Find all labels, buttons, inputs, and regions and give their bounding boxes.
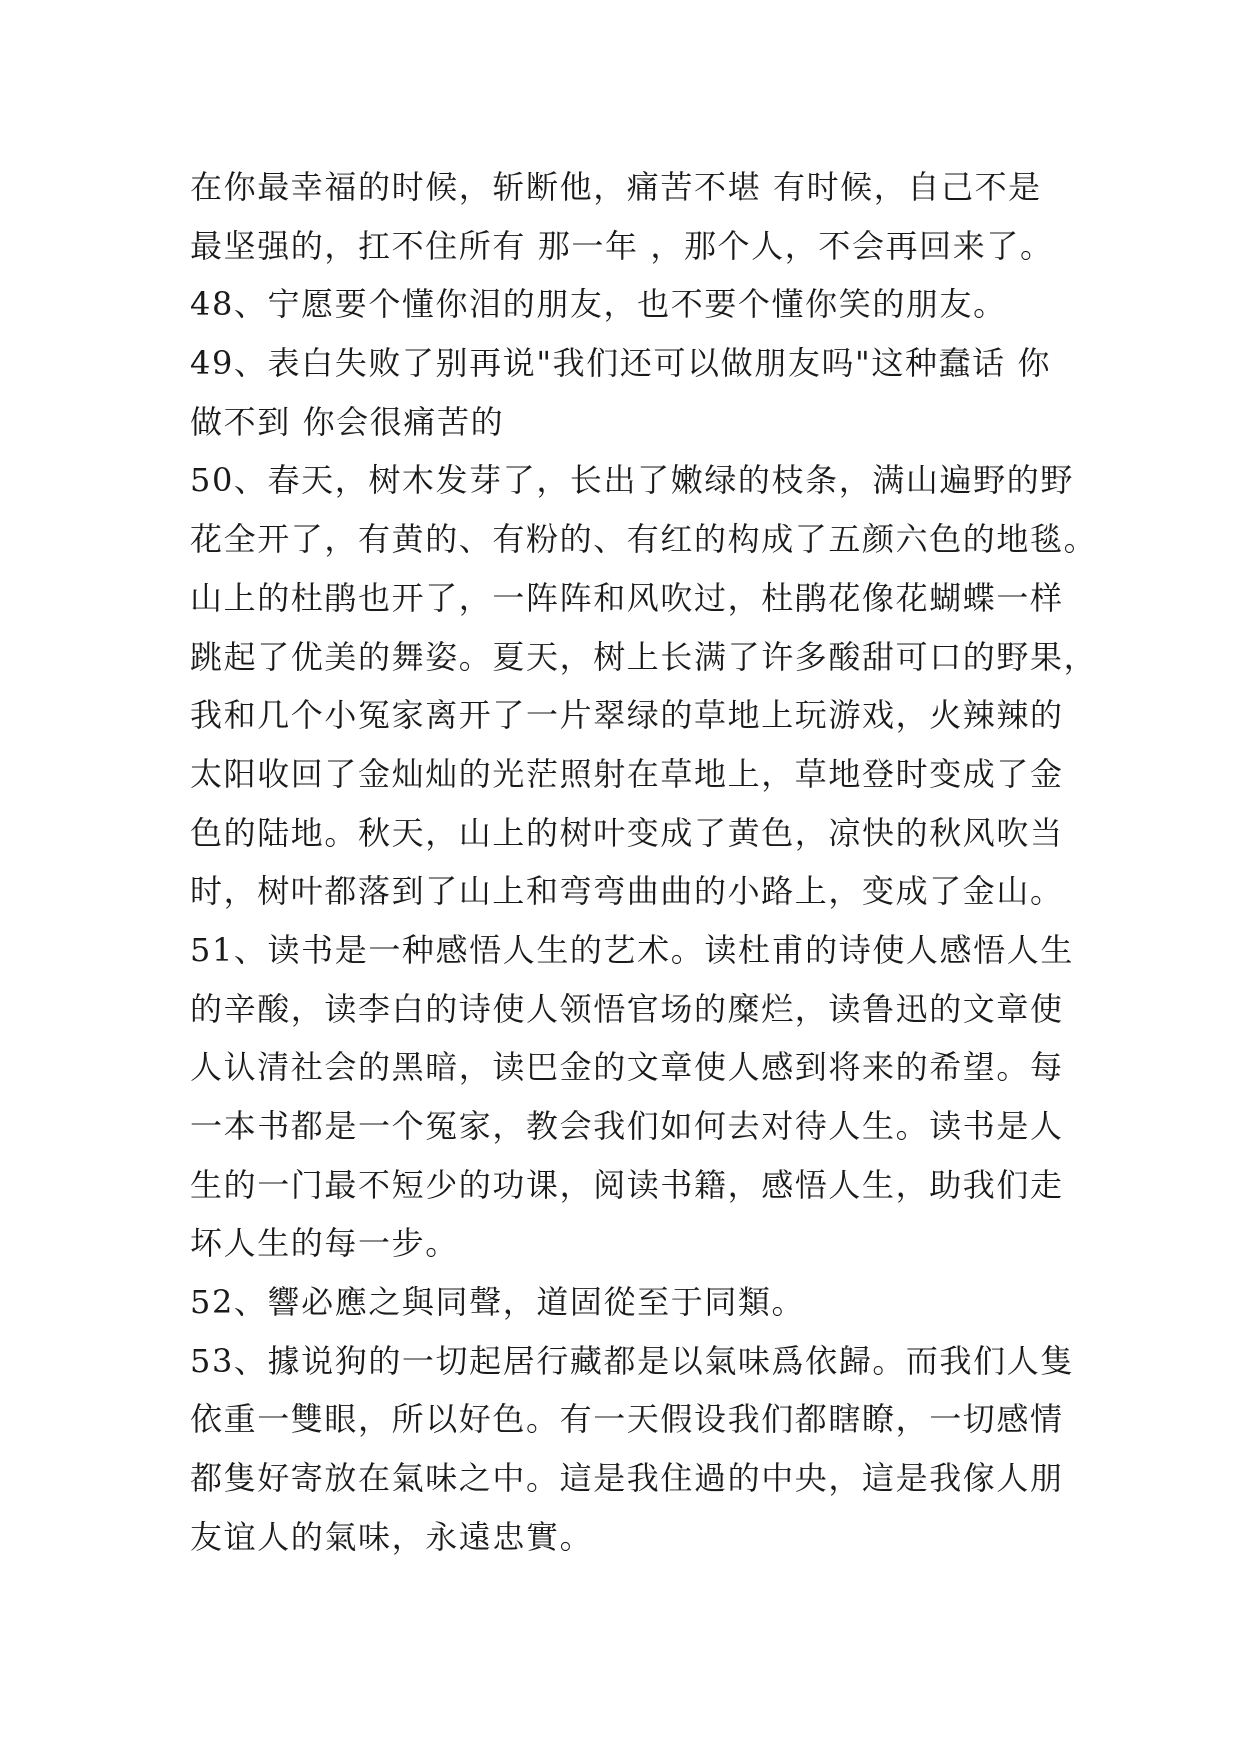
text-line: 53、據说狗的一切起居行藏都是以氣味爲依歸。而我们人隻: [190, 1341, 1074, 1380]
body-text: [190, 158, 1098, 1567]
text-line: 友谊人的氣味，永遠忠實。: [190, 1517, 594, 1556]
text-line: 时，树叶都落到了山上和弯弯曲曲的小路上，变成了金山。: [190, 872, 1064, 911]
text-line: 52、響必應之與同聲，道固從至于同類。: [190, 1283, 806, 1322]
text-line: 最坚强的，扛不住所有 那一年 ，那个人，不会再回来了。: [190, 226, 1054, 265]
text-line: 48、宁愿要个懂你泪的朋友，也不要个懂你笑的朋友。: [190, 285, 1007, 324]
text-line: 山上的杜鹃也开了，一阵阵和风吹过，杜鹃花像花蝴蝶一样: [190, 578, 1064, 617]
text-line: 人认清社会的黑暗，读巴金的文章使人感到将来的希望。每: [190, 1048, 1064, 1087]
text-line: 50、春天，树木发芽了，长出了嫩绿的枝条，满山遍野的野: [190, 461, 1074, 500]
text-line: 我和几个小冤家离开了一片翠绿的草地上玩游戏，火辣辣的: [190, 696, 1064, 735]
text-line: 在你最幸福的时候，斩断他，痛苦不堪 有时候，自己不是: [190, 168, 1042, 206]
text-line: 的辛酸，读李白的诗使人领悟官场的糜烂，读鲁迅的文章使: [190, 989, 1064, 1028]
text-line: 坏人生的每一步。: [190, 1224, 459, 1263]
text-line: 跳起了优美的舞姿。夏天，树上长满了许多酸甜可口的野果，: [190, 637, 1098, 676]
text-line: 都隻好寄放在氣味之中。這是我住過的中央，這是我傢人朋: [190, 1459, 1064, 1498]
text-line: 做不到 你会很痛苦的: [190, 402, 505, 441]
text-line: 49、表白失败了别再说"我们还可以做朋友吗"这种蠢话 你: [190, 344, 1052, 383]
text-line: 生的一门最不短少的功课，阅读书籍，感悟人生，助我们走: [190, 1165, 1064, 1204]
text-line: 51、读书是一种感悟人生的艺术。读杜甫的诗使人感悟人生: [190, 930, 1074, 969]
text-line: 一本书都是一个冤家，教会我们如何去对待人生。读书是人: [190, 1107, 1064, 1145]
text-line: 太阳收回了金灿灿的光茫照射在草地上，草地登时变成了金: [190, 754, 1064, 793]
text-line: 花全开了，有黄的、有粉的、有红的构成了五颜六色的地毯。: [190, 520, 1098, 559]
text-line: 色的陆地。秋天，山上的树叶变成了黄色，凉快的秋风吹当: [190, 813, 1064, 852]
text-line: 依重一雙眼，所以好色。有一天假设我们都瞎瞭，一切感情: [190, 1400, 1064, 1439]
